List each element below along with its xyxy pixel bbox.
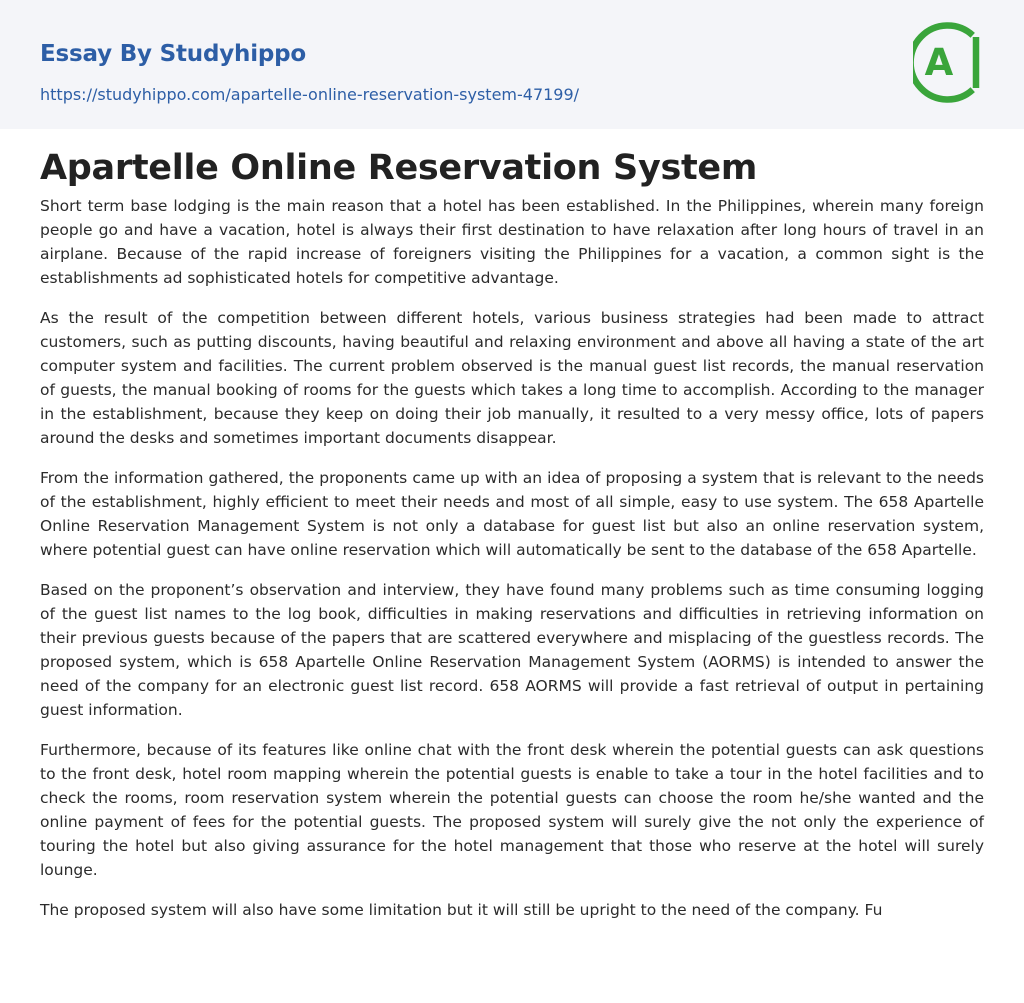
source-url-link[interactable]: https://studyhippo.com/apartelle-online-reservation-system-47199/ <box>40 85 580 104</box>
paragraph: As the result of the competition between different hotels, various business strategies had been made to attract customers, such as putting discounts, having beautiful and relaxing environment and above all having a state of the art computer system and facilities. The current problem observed is the manual guest list records, the manual reservation of guests, the manual booking of rooms for the guests which takes a long time to accomplish. According to the manager in the establishment, because they keep on doing their job manually, it resulted to a very messy office, lots of papers around the desks and sometimes important documents disappear. <box>40 309 984 447</box>
paragraph: Short term base lodging is the main reason that a hotel has been established. In the Philippines, wherein many foreign people go and have a vacation, hotel is always their first destination to have relaxation after long hours of travel in an airplane. Because of the rapid increase of foreigners visiting the Philippines for a vacation, a common sight is the establishments ad sophisticated hotels for competitive advantage. <box>40 197 984 287</box>
site-header <box>0 0 1024 129</box>
page-title: Apartelle Online Reservation System <box>40 148 758 188</box>
paragraph: Furthermore, because of its features like online chat with the front desk wherein the potential guests can ask questions to the front desk, hotel room mapping wherein the potential guests is enable to take a tour in the hotel facilities and to check the rooms, room reservation system wherein the potential guests can choose the room he/she wanted and the online payment of fees for the potential guests. The proposed system will surely give the not only the experience of touring the hotel but also giving assurance for the hotel management that those who reserve at the hotel will surely lounge. <box>40 741 984 879</box>
article <box>40 144 984 938</box>
logo-letter: A <box>924 41 954 84</box>
brand-title[interactable]: Essay By Studyhippo <box>40 41 307 67</box>
paragraph: Based on the proponent’s observation and interview, they have found many problems such as time consuming logging of the guest list names to the log book, difficulties in making reservations and difficulties in retrieving information on their previous guests because of the papers that are scattered everywhere and misplacing of the guestless records. The proposed system, which is 658 Apartelle Online Reservation Management System (AORMS) is intended to answer the need of the company for an electronic guest list record. 658 AORMS will provide a fast retrieval of output in pertaining guest information. <box>40 581 984 719</box>
paragraph: The proposed system will also have some limitation but it will still be upright to the need of the company. Fu <box>40 901 883 919</box>
studyhippo-logo-icon[interactable] <box>913 20 985 105</box>
paragraph: From the information gathered, the proponents came up with an idea of proposing a system that is relevant to the needs of the establishment, highly efficient to meet their needs and most of all simple, easy to use system. The 658 Apartelle Online Reservation Management System is not only a database for guest list but also an online reservation system, where potential guest can have online reservation which will automatically be sent to the database of the 658 Apartelle. <box>40 469 984 559</box>
